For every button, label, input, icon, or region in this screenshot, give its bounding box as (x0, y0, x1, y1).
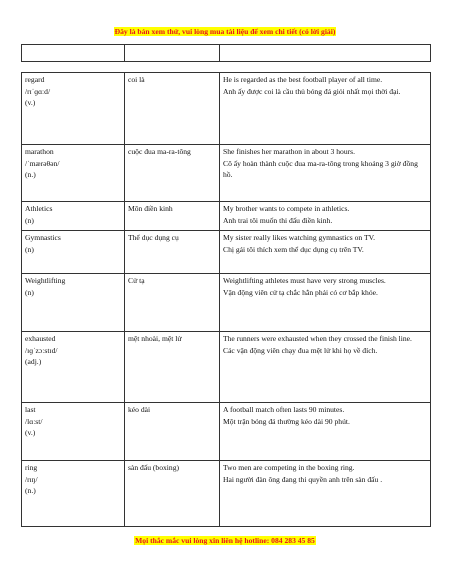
meaning-text: kéo dài (128, 405, 151, 414)
part-of-speech: (v.) (25, 428, 36, 438)
phonetic-text: /ɪɡˈzɔːstɪd/ (25, 345, 58, 355)
vocabulary-table (21, 72, 431, 527)
meaning-text: Cử tạ (128, 276, 145, 285)
example-sentence: A football match often lasts 90 minutes. (223, 405, 345, 414)
word-text: Weightlifting (25, 276, 66, 285)
vocab-row (22, 274, 431, 332)
example-sentence: My brother wants to compete in athletics. (223, 204, 350, 213)
word-text: exhausted (25, 334, 56, 343)
blank-row (22, 45, 431, 62)
example-translation: Các vận động viên chạy đua mệt lử khi họ về đích. (223, 345, 378, 355)
example-cell (220, 461, 431, 527)
example-translation: Hai người đàn ông đang thi quyền anh trên sàn đấu . (223, 474, 383, 484)
word-text: marathon (25, 147, 54, 156)
meaning-cell (125, 73, 220, 145)
part-of-speech: (v.) (25, 98, 36, 108)
meaning-cell (125, 332, 220, 403)
blank-header-table (21, 44, 431, 62)
phonetic-text: /rɪˈɡɑːd/ (25, 86, 51, 96)
meaning-cell (125, 145, 220, 202)
word-text: ring (25, 463, 38, 472)
vocab-row (22, 145, 431, 202)
word-text: Gymnastics (25, 233, 61, 242)
word-text: regard (25, 75, 45, 84)
example-cell (220, 73, 431, 145)
example-sentence: Weightlifting athletes must have very strong muscles. (223, 276, 386, 285)
word-text: Athletics (25, 204, 53, 213)
example-cell (220, 231, 431, 274)
example-translation: Một trận bóng đá thường kéo dài 90 phút. (223, 416, 350, 426)
word-cell (22, 73, 125, 145)
part-of-speech: (n.) (25, 486, 36, 496)
meaning-text: sàn đấu (boxing) (128, 463, 180, 472)
preview-notice-text: Đây là bản xem thử, vui lòng mua tài liệu để xem chi tiết (có lời giải) (114, 27, 336, 36)
meaning-text: mệt nhoài, mệt lử (128, 334, 182, 343)
word-cell (22, 274, 125, 332)
part-of-speech: (adj.) (25, 357, 42, 367)
meaning-cell (125, 231, 220, 274)
example-cell (220, 332, 431, 403)
meaning-text: Thể dục dụng cụ (128, 233, 179, 242)
vocab-row (22, 202, 431, 231)
example-cell (220, 403, 431, 461)
phonetic-text: /rɪŋ/ (25, 474, 38, 484)
meaning-cell (125, 461, 220, 527)
word-text: last (25, 405, 36, 414)
vocab-row (22, 403, 431, 461)
vocab-row (22, 332, 431, 403)
meaning-text: Môn điền kinh (128, 204, 173, 213)
vocab-row (22, 231, 431, 274)
example-translation: Chị gái tôi thích xem thể dục dụng cụ trên TV. (223, 244, 364, 254)
meaning-cell (125, 403, 220, 461)
phonetic-text: /ˈmærəθən/ (25, 158, 60, 168)
preview-notice-banner (0, 27, 450, 36)
vocab-row (22, 73, 431, 145)
example-translation: Cô ấy hoàn thành cuộc đua ma-ra-tông trong khoảng 3 giờ đồng hồ. (223, 158, 418, 180)
example-sentence: Two men are competing in the boxing ring. (223, 463, 355, 472)
word-cell (22, 403, 125, 461)
example-cell (220, 274, 431, 332)
phonetic-text: /lɑːst/ (25, 416, 43, 426)
word-cell (22, 231, 125, 274)
example-sentence: He is regarded as the best football player of all time. (223, 75, 383, 84)
meaning-cell (125, 202, 220, 231)
part-of-speech: (n) (25, 244, 34, 254)
part-of-speech: (n) (25, 287, 34, 297)
part-of-speech: (n) (25, 215, 34, 225)
vocab-row (22, 461, 431, 527)
part-of-speech: (n.) (25, 170, 36, 180)
example-cell (220, 202, 431, 231)
example-sentence: She finishes her marathon in about 3 hours. (223, 147, 356, 156)
meaning-cell (125, 274, 220, 332)
word-cell (22, 145, 125, 202)
meaning-text: coi là (128, 75, 145, 84)
example-translation: Anh trai tôi muốn thi đấu điền kinh. (223, 215, 333, 225)
word-cell (22, 332, 125, 403)
example-translation: Vận động viên cử tạ chắc hẳn phải có cơ bắp khỏe. (223, 287, 378, 297)
meaning-text: cuộc đua ma-ra-tông (128, 147, 191, 156)
blank-cell (22, 45, 125, 62)
example-translation: Anh ấy được coi là cầu thủ bóng đá giỏi nhất mọi thời đại. (223, 86, 401, 96)
blank-cell (125, 45, 220, 62)
hotline-notice-banner (0, 536, 450, 545)
example-sentence: My sister really likes watching gymnastics on TV. (223, 233, 375, 242)
word-cell (22, 202, 125, 231)
blank-cell (220, 45, 431, 62)
word-cell (22, 461, 125, 527)
example-cell (220, 145, 431, 202)
hotline-notice-text: Mọi thắc mắc vui lòng xin liên hệ hotline: 084 283 45 85 (135, 536, 315, 545)
example-sentence: The runners were exhausted when they crossed the finish line. (223, 334, 412, 343)
